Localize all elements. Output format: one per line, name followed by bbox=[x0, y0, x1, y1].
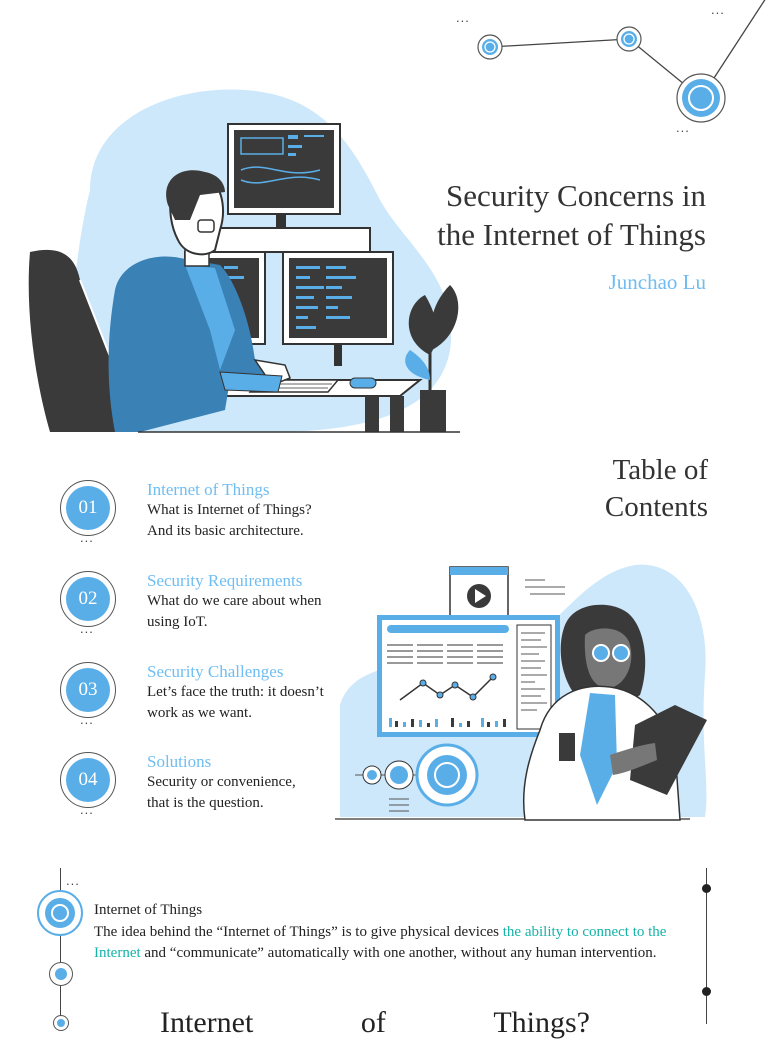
toc-description: Let’s face the truth: it doesn’t work as we want. bbox=[147, 684, 324, 721]
toc-item-3[interactable] bbox=[60, 662, 360, 742]
network-decoration bbox=[440, 0, 768, 140]
timeline-dot bbox=[702, 987, 711, 996]
timeline-node bbox=[49, 962, 73, 986]
timeline-node bbox=[53, 1015, 69, 1031]
ellipsis-decoration: ... bbox=[456, 10, 470, 25]
play-icon bbox=[467, 584, 491, 608]
ellipsis-decoration: ... bbox=[80, 621, 94, 636]
analyst-illustration bbox=[335, 555, 715, 825]
toc-description: What is Internet of Things? And its basic architecture. bbox=[147, 502, 312, 539]
toc-title: Table of Contents bbox=[604, 454, 708, 523]
toc-item-1[interactable] bbox=[60, 480, 360, 560]
ellipsis-decoration: ... bbox=[80, 802, 94, 817]
author-name: Junchao Lu bbox=[608, 270, 706, 294]
section-label: Internet of Things bbox=[94, 902, 203, 918]
developer-illustration bbox=[20, 80, 480, 440]
timeline-node bbox=[37, 890, 83, 936]
toc-heading: Internet of Things bbox=[147, 480, 270, 499]
toc-item-2[interactable] bbox=[60, 571, 360, 651]
toc-number-badge: 04 bbox=[60, 752, 116, 808]
ellipsis-decoration: ... bbox=[80, 530, 94, 545]
toc-description: Security or convenience, that is the question. bbox=[147, 774, 296, 811]
ellipsis-decoration: ... bbox=[80, 712, 94, 727]
toc-heading: Security Requirements bbox=[147, 571, 303, 590]
toc-number-badge: 02 bbox=[60, 571, 116, 627]
toc-number-badge: 03 bbox=[60, 662, 116, 718]
toc-heading: Security Challenges bbox=[147, 662, 284, 681]
ellipsis-decoration: ... bbox=[711, 2, 725, 17]
toc-heading: Solutions bbox=[147, 752, 212, 771]
highlighted-text: the ability to connect to the Internet bbox=[94, 924, 667, 961]
toc-item-4[interactable] bbox=[60, 752, 360, 832]
toc-description: What do we care about when using IoT. bbox=[147, 593, 322, 630]
timeline-dot bbox=[702, 884, 711, 893]
ellipsis-decoration: ... bbox=[66, 873, 80, 888]
ellipsis-decoration: ... bbox=[676, 120, 690, 135]
toc-number-badge: 01 bbox=[60, 480, 116, 536]
section-body-text: The idea behind the “Internet of Things” is to give physical devices the ability to connect to the Internet and “communicate” automatically with one another, without any human intervention. bbox=[94, 924, 667, 961]
presentation-title: Security Concerns in the Internet of Things bbox=[437, 178, 706, 252]
section-heading: Internet of Things? bbox=[160, 1006, 590, 1039]
